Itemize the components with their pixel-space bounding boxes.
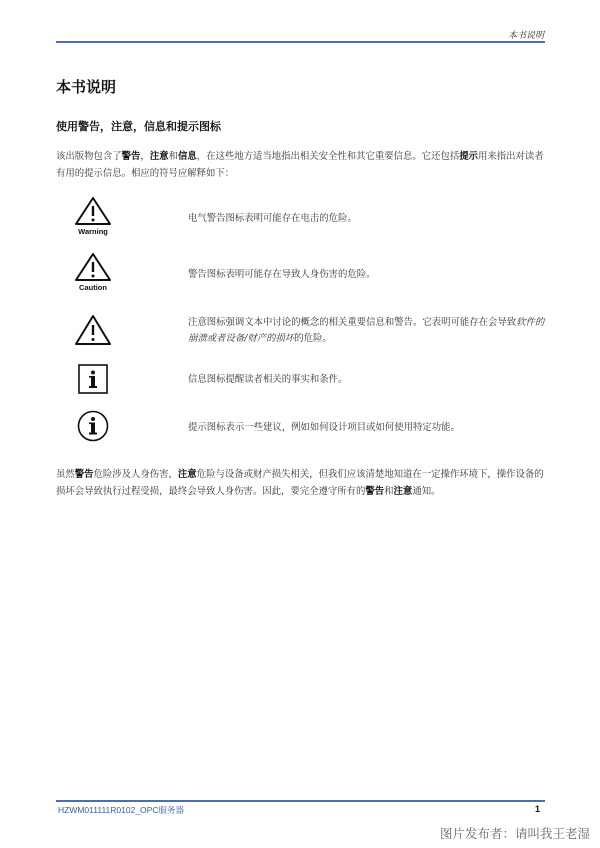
info-circle-icon bbox=[66, 410, 120, 442]
attention-description: 注意图标强调文本中讨论的概念的相关重要信息和警告。它表明可能存在会导致软件的崩溃或者设备/财产的损坏的危险。 bbox=[188, 317, 545, 344]
page-number: 1 bbox=[534, 804, 540, 814]
watermark: 图片发布者：请叫我王老湿 bbox=[439, 826, 590, 841]
icon-row-caution bbox=[0, 252, 600, 302]
icon-row-attention bbox=[0, 314, 600, 364]
closing-paragraph: 虽然警告危险涉及人身伤害，注意危险与设备或财产损失相关，但我们应该清楚地知道在一定操作环境下，操作设备的损坏会导致执行过程受损，最终会导致人身伤害。因此，要完全遵守所有的警告和注意通知。 bbox=[56, 469, 544, 497]
warning-triangle-icon bbox=[66, 314, 120, 346]
header-rule bbox=[56, 41, 545, 43]
icon-row-info bbox=[0, 364, 600, 414]
icon-row-warning bbox=[0, 196, 600, 246]
caution-description: 警告图标表明可能存在导致人身伤害的危险。 bbox=[188, 269, 376, 280]
footer-rule bbox=[56, 800, 545, 802]
footer-doc-id: HZWM011111R0102_OPC服务器 bbox=[58, 805, 184, 815]
caution-label: Caution bbox=[79, 283, 107, 292]
page-title: 本书说明 bbox=[56, 78, 117, 96]
info-square-icon bbox=[66, 364, 120, 394]
warning-label: Warning bbox=[78, 227, 108, 236]
warning-description: 电气警告图标表明可能存在电击的危险。 bbox=[188, 213, 357, 224]
section-title: 使用警告，注意，信息和提示图标 bbox=[56, 120, 221, 133]
info-description: 信息图标提醒读者相关的事实和条件。 bbox=[188, 374, 348, 385]
warning-triangle-icon bbox=[66, 196, 120, 236]
intro-paragraph: 该出版物包含了警告，注意和信息，在这些地方适当地指出相关安全性和其它重要信息。它还包括提示用来指出对读者有用的提示信息。相应的符号应解释如下： bbox=[56, 151, 544, 179]
warning-triangle-icon bbox=[66, 252, 120, 292]
running-header: 本书说明 bbox=[507, 31, 544, 41]
icon-row-tip bbox=[0, 410, 600, 460]
tip-description: 提示图标表示一些建议，例如如何设计项目或如何使用特定功能。 bbox=[188, 422, 460, 433]
